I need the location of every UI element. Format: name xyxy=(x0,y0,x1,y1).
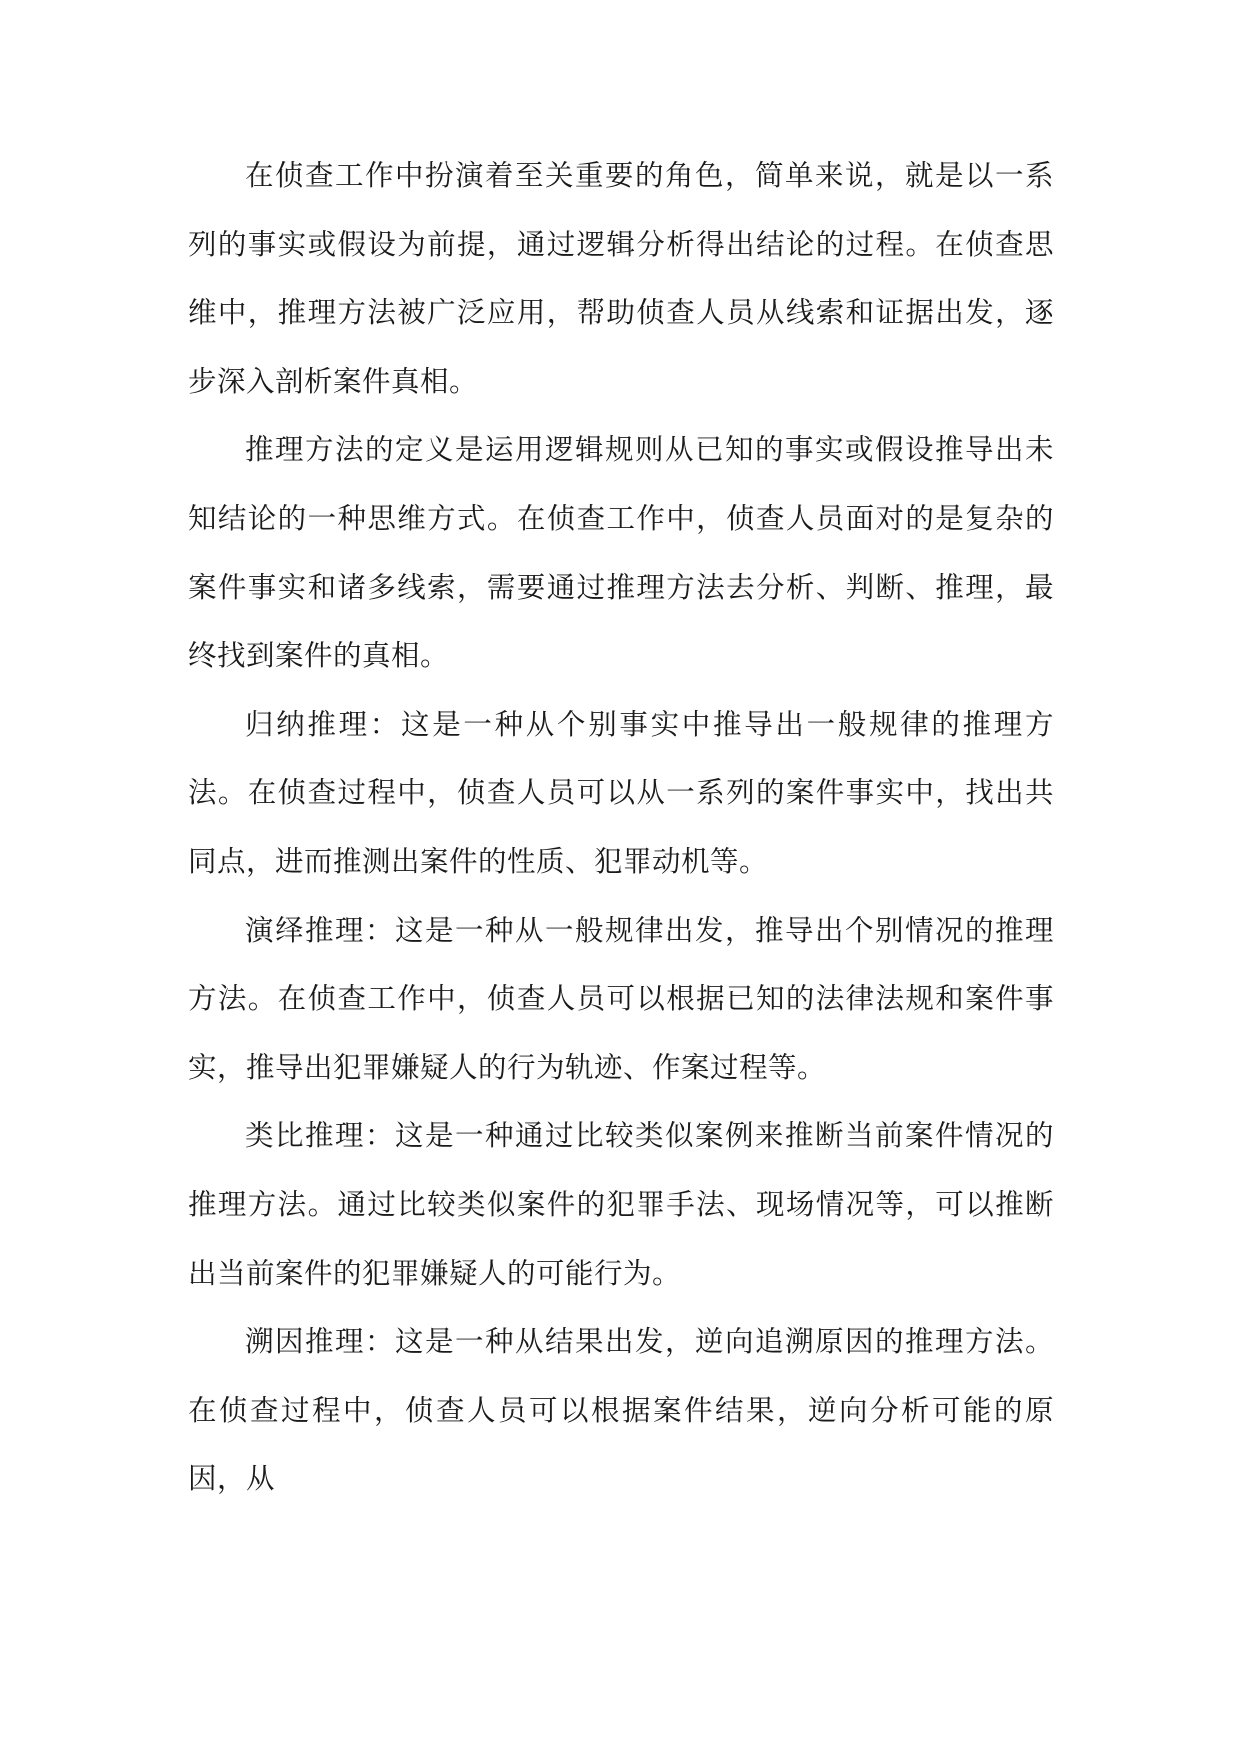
paragraph-deductive: 演绎推理：这是一种从一般规律出发，推导出个别情况的推理方法。在侦查工作中，侦查人员可以根据已知的法律法规和案件事实，推导出犯罪嫌疑人的行为轨迹、作案过程等。 xyxy=(188,913,1054,1084)
paragraph-inductive: 归纳推理：这是一种从个别事实中推导出一般规律的推理方法。在侦查过程中，侦查人员可以从一系列的案件事实中，找出共同点，进而推测出案件的性质、犯罪动机等。 xyxy=(188,707,1054,878)
paragraph-intro: 在侦查工作中扮演着至关重要的角色，简单来说，就是以一系列的事实或假设为前提，通过逻辑分析得出结论的过程。在侦查思维中，推理方法被广泛应用，帮助侦查人员从线索和证据出发，逐步深入剖析案件真相。 xyxy=(188,159,1054,398)
paragraph-abductive: 溯因推理：这是一种从结果出发，逆向追溯原因的推理方法。在侦查过程中，侦查人员可以根据案件结果，逆向分析可能的原因，从 xyxy=(188,1325,1054,1496)
paragraph-analogical: 类比推理：这是一种通过比较类似案例来推断当前案件情况的推理方法。通过比较类似案件的犯罪手法、现场情况等，可以推断出当前案件的犯罪嫌疑人的可能行为。 xyxy=(188,1119,1054,1290)
paragraph-definition: 推理方法的定义是运用逻辑规则从已知的事实或假设推导出未知结论的一种思维方式。在侦查工作中，侦查人员面对的是复杂的案件事实和诸多线索，需要通过推理方法去分析、判断、推理，最终找到案件的真相。 xyxy=(188,433,1054,673)
body-text xyxy=(188,142,1054,1514)
